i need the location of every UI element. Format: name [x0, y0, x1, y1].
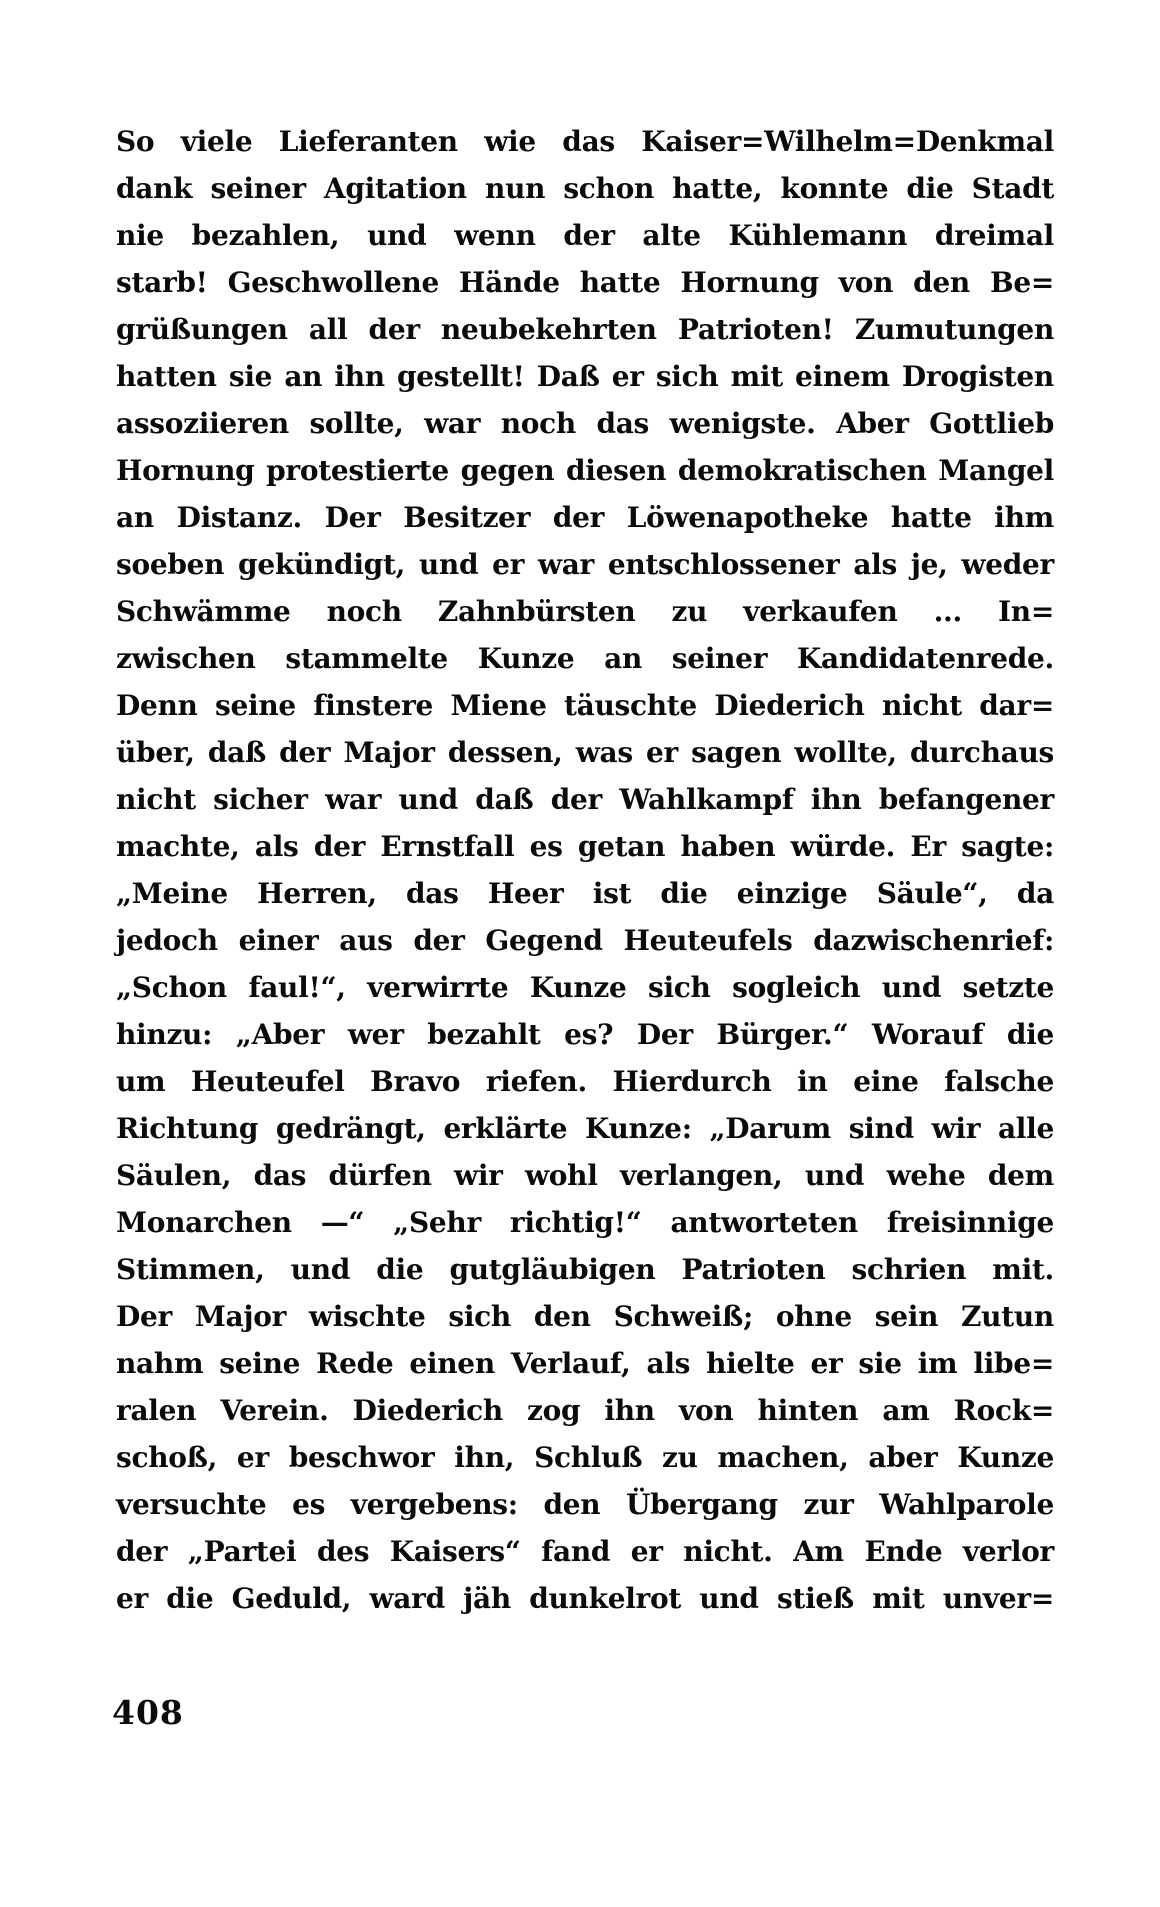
text-line: starb! Geschwollene Hände hatte Hornung von den Be=	[116, 266, 1054, 299]
text-line: schoß, er beschwor ihn, Schluß zu machen, aber Kunze	[116, 1441, 1054, 1474]
text-line: Der Major wischte sich den Schweiß; ohne sein Zutun	[116, 1300, 1054, 1333]
text-line: Hornung protestierte gegen diesen demokratischen Mangel	[116, 454, 1054, 487]
text-line: Richtung gedrängt, erklärte Kunze: „Darum sind wir alle	[116, 1112, 1054, 1145]
text-line: Säulen, das dürfen wir wohl verlangen, und wehe dem	[116, 1159, 1054, 1192]
text-line: assoziieren sollte, war noch das wenigste. Aber Gottlieb	[116, 407, 1054, 440]
text-line: nicht sicher war und daß der Wahlkampf ihn befangener	[116, 783, 1054, 816]
text-line: dank seiner Agitation nun schon hatte, konnte die Stadt	[116, 172, 1054, 205]
text-line: nahm seine Rede einen Verlauf, als hielte er sie im libe=	[116, 1347, 1054, 1380]
text-line: er die Geduld, ward jäh dunkelrot und stieß mit unver=	[116, 1582, 1054, 1615]
text-line: zwischen stammelte Kunze an seiner Kandidatenrede.	[116, 642, 1054, 675]
text-line: an Distanz. Der Besitzer der Löwenapotheke hatte ihm	[116, 501, 1054, 534]
text-line: „Schon faul!“, verwirrte Kunze sich sogleich und setzte	[116, 971, 1054, 1004]
text-line: jedoch einer aus der Gegend Heuteufels dazwischenrief:	[116, 924, 1054, 957]
body-text	[116, 118, 1054, 1622]
text-line: nie bezahlen, und wenn der alte Kühlemann dreimal	[116, 219, 1054, 252]
text-line: grüßungen all der neubekehrten Patrioten! Zumutungen	[116, 313, 1054, 346]
text-line: über, daß der Major dessen, was er sagen wollte, durchaus	[116, 736, 1054, 769]
text-line: soeben gekündigt, und er war entschlossener als je, weder	[116, 548, 1054, 581]
text-line: um Heuteufel Bravo riefen. Hierdurch in eine falsche	[116, 1065, 1054, 1098]
text-line: hatten sie an ihn gestellt! Daß er sich mit einem Drogisten	[116, 360, 1054, 393]
text-line: Stimmen, und die gutgläubigen Patrioten schrien mit.	[116, 1253, 1054, 1286]
text-line: hinzu: „Aber wer bezahlt es? Der Bürger.“ Worauf die	[116, 1018, 1054, 1051]
text-line: Schwämme noch Zahnbürsten zu verkaufen ... In=	[116, 595, 1054, 628]
text-line: der „Partei des Kaisers“ fand er nicht. Am Ende verlor	[116, 1535, 1054, 1568]
text-line: versuchte es vergebens: den Übergang zur Wahlparole	[116, 1488, 1054, 1521]
text-line: ralen Verein. Diederich zog ihn von hinten am Rock=	[116, 1394, 1054, 1427]
text-line: Denn seine finstere Miene täuschte Diederich nicht dar=	[116, 689, 1054, 722]
text-line: machte, als der Ernstfall es getan haben würde. Er sagte:	[116, 830, 1054, 863]
text-line: So viele Lieferanten wie das Kaiser=Wilhelm=Denkmal	[116, 125, 1054, 158]
page-number: 408	[112, 1693, 184, 1732]
text-line: Monarchen —“ „Sehr richtig!“ antworteten freisinnige	[116, 1206, 1054, 1239]
text-line: „Meine Herren, das Heer ist die einzige Säule“, da	[116, 877, 1054, 910]
